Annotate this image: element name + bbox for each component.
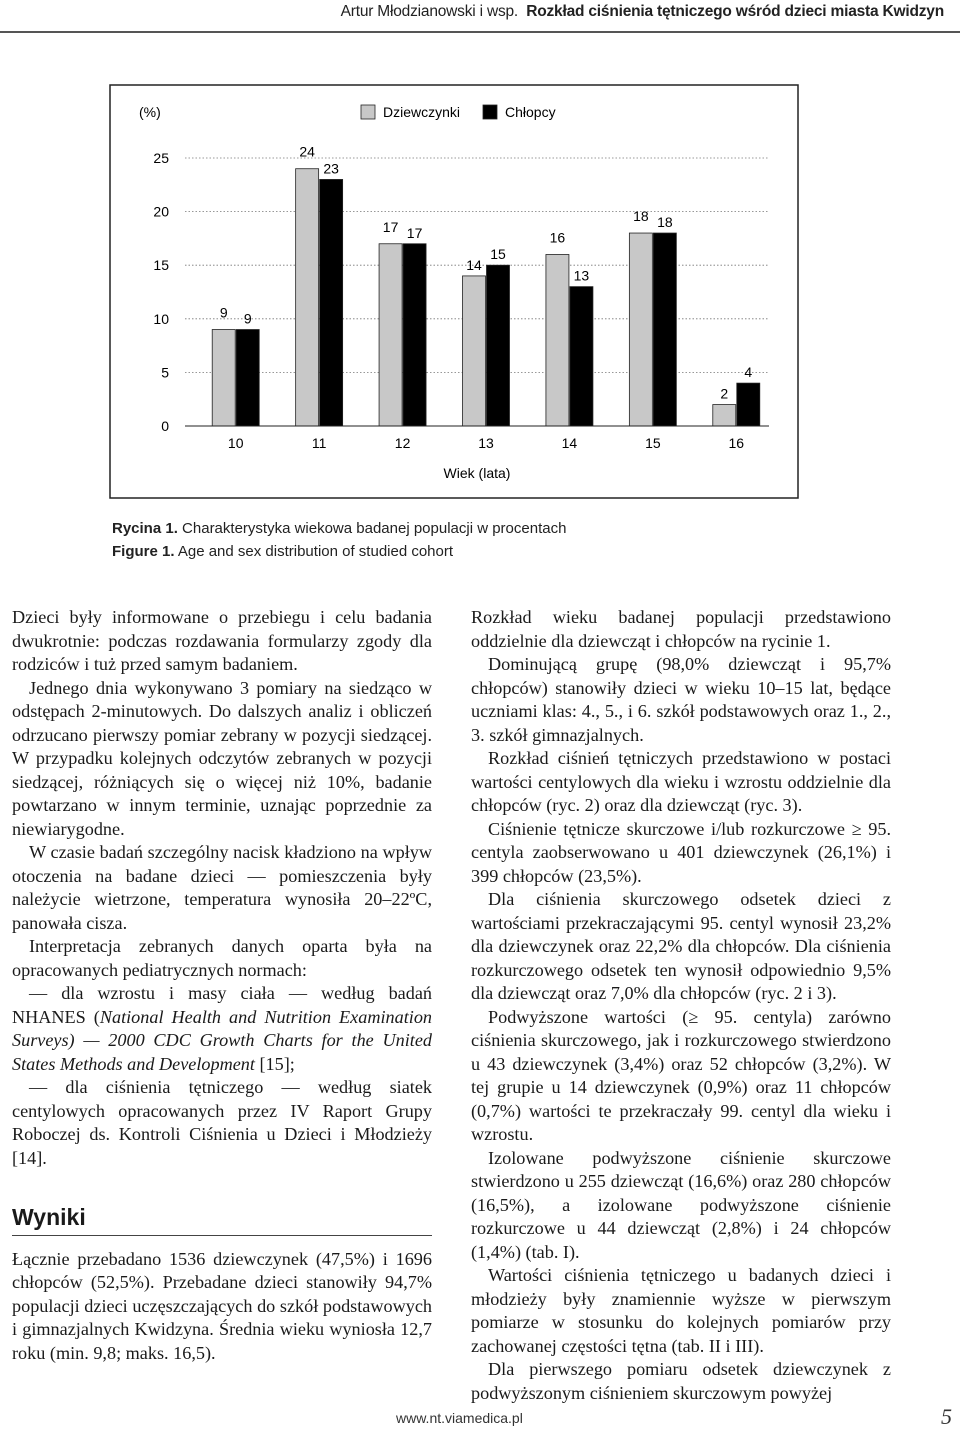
caption-en-label: Figure 1. — [112, 543, 175, 560]
paragraph: Podwyższone wartości (≥ 95. centyla) zarówno ciśnienia skurczowego, jak i rozkurczowego stwierdzono u 43 dziewczynek (3,4%) oraz 52 chłopców (3,2%). W tej grupie u 14 dziewczynek (0,9%) oraz 11 chłopców (0,7%) wartości te przekraczały 99. centyl dla wieku i wzrostu. — [471, 1006, 891, 1144]
bar-girls-15 — [629, 233, 652, 426]
growth-norms-intro: — dla wzrostu i masy ciała — według badań NHANES ( — [12, 983, 432, 1027]
data-label: 9 — [243, 310, 252, 327]
paragraph: Jednego dnia wykonywano 3 pomiary na siedząco w odstępach 2-minutowych. Do dalszych analiz i obliczeń odrzucano pierwszy pomiar zebrany w pozycji siedzącej. W przypadku kolejnych odczytów zebranych w pozycji siedzącej, różniących się o więcej niż 10%, badanie powtarzano w innym terminie, uznając poprzednie za niewiarygodne. — [12, 677, 432, 839]
bar-boys-15 — [653, 233, 676, 426]
bar-girls-10 — [212, 330, 235, 426]
data-label: 24 — [299, 143, 315, 160]
data-label: 18 — [633, 208, 649, 225]
data-label: 4 — [744, 364, 753, 381]
paragraph: Ciśnienie tętnicze skurczowe i/lub rozkurczowe ≥ 95. centyla zaobserwowano u 401 dziewczynek (26,1%) i 399 chłopców (23,5%). — [471, 818, 891, 886]
paragraph-growth-norms — [12, 982, 432, 1076]
left-column — [12, 606, 432, 1365]
paragraph: Łącznie przebadano 1536 dziewczynek (47,5%) i 1696 chłopców (52,5%). Przebadane dzieci stanowiły 94,7% populacji dzieci uczęszczających do szkół podstawowych i gimnazjalnych Kwidzyna. Średnia wieku wyniosła 12,7 roku (min. 9,8; maks. 16,5). — [12, 1248, 432, 1363]
data-label: 9 — [219, 304, 228, 321]
x-tick-label: 13 — [478, 435, 494, 451]
data-label: 17 — [406, 224, 423, 241]
figure-caption-pl — [112, 520, 566, 537]
y-tick-label: 10 — [153, 310, 169, 327]
age-distribution-chart — [109, 84, 800, 501]
bar-girls-16 — [713, 405, 736, 426]
legend — [361, 104, 556, 120]
bar-boys-11 — [320, 179, 343, 426]
right-column — [471, 606, 891, 1405]
bar-boys-14 — [570, 287, 593, 426]
paragraph: W czasie badań szczególny nacisk kładziono na wpływ otoczenia na badane dzieci — pomieszczenia były należycie wietrzone, temperatura wynosiła 20–22ºC, panowała cisza. — [12, 842, 432, 933]
x-tick-label: 11 — [311, 435, 327, 451]
caption-en-text: Age and sex distribution of studied cohort — [177, 543, 454, 560]
data-label: 15 — [490, 246, 506, 263]
chart-frame — [110, 85, 798, 498]
paragraph: Dla pierwszego pomiaru odsetek dziewczynek z podwyższonym ciśnieniem skurczowym powyżej — [471, 1359, 891, 1403]
data-label: 2 — [720, 385, 729, 402]
x-tick-label: 15 — [645, 435, 661, 451]
caption-pl-text: Charakterystyka wiekowa badanej populacji w procentach — [182, 520, 567, 537]
x-tick-label: 10 — [227, 435, 244, 451]
bar-girls-11 — [296, 169, 319, 426]
legend-swatch-chlopcy — [483, 105, 497, 119]
header-rule — [0, 31, 960, 33]
running-header — [341, 3, 944, 21]
y-tick-label: 20 — [153, 203, 169, 220]
paragraph: Wartości ciśnienia tętniczego u badanych dzieci i młodzieży były znamiennie wyższe w pierwszym pomiarze w stosunku do kolejnych pomiarów przy zachowanej częstości tętna (tab. II i III). — [471, 1265, 891, 1356]
figure-caption-en — [112, 543, 453, 560]
caption-pl-label: Rycina 1. — [112, 520, 178, 537]
paragraph: Rozkład wieku badanej populacji przedstawiono oddzielnie dla dziewcząt i chłopców na rycinie 1. — [471, 607, 891, 651]
growth-norms-source: National Health and Nutrition Examination Surveys) — 2000 CDC Growth Charts for the United States Methods and Development — [12, 1006, 432, 1074]
bar-girls-12 — [379, 244, 402, 426]
x-tick-label: 16 — [728, 435, 745, 451]
paragraph: Dla ciśnienia skurczowego odsetek dzieci z wartościami przekraczającymi 95. centyl wynosił 23,2% dla dziewczynek oraz 22,2% dla chłopców. Dla ciśnienia rozkurczowego odsetek ten wynosił odpowiednio 9,5% dla dziewcząt oraz 7,0% dla chłopców (ryc. 2 i 3). — [471, 889, 891, 1003]
data-label: 23 — [323, 160, 339, 177]
legend-label-chlopcy: Chłopcy — [505, 104, 556, 120]
header-authors: Artur Młodzianowski i wsp. — [340, 3, 519, 20]
bar-boys-16 — [737, 383, 760, 426]
paragraph: Dzieci były informowane o przebiegu i celu badania dwukrotnie: podczas rozdawania formularzy zgody dla rodziców i tuż przed samym badaniem. — [12, 607, 432, 674]
bar-girls-14 — [546, 254, 569, 426]
bar-boys-13 — [487, 265, 510, 426]
x-tick-label: 14 — [561, 435, 578, 451]
data-label: 17 — [382, 218, 399, 235]
y-tick-label: 5 — [161, 364, 169, 381]
x-tick-label: 12 — [394, 435, 411, 451]
paragraph: Izolowane podwyższone ciśnienie skurczowe stwierdzono u 255 dziewcząt (16,6%) oraz 280 chłopców (16,5%), a izolowane podwyższone ciśnienie rozkurczowe u 44 dziewcząt (2,8%) i 24 chłopców (1,4%) (tab. I). — [471, 1147, 891, 1262]
paragraph: Dominującą grupę (98,0% dziewcząt i 95,7% chłopców) stanowiły dzieci w wieku 10–15 lat, będące uczniami klas: 4., 5., i 6. szkół podstawowych oraz 1., 2., 3. szkół gimnazjalnych. — [471, 654, 891, 745]
page-number: 5 — [941, 1404, 952, 1429]
bar-boys-12 — [403, 244, 426, 426]
paragraph: Interpretacja zebranych danych oparta była na opracowanych pediatrycznych normach: — [12, 936, 432, 980]
y-axis-label: (%) — [139, 104, 161, 120]
data-label: 14 — [466, 256, 482, 273]
data-label: 18 — [657, 214, 673, 231]
bar-girls-13 — [463, 276, 486, 426]
legend-swatch-dziewczynki — [361, 105, 375, 119]
y-tick-label: 15 — [153, 257, 169, 274]
paragraph: — dla ciśnienia tętniczego — według siatek centylowych opracowanych przez IV Raport Grupy Roboczej ds. Kontroli Ciśnienia u Dzieci i Młodzieży [14]. — [12, 1077, 432, 1168]
y-tick-label: 25 — [153, 150, 169, 166]
growth-norms-ref: [15]; — [254, 1053, 295, 1074]
legend-label-dziewczynki: Dziewczynki — [383, 104, 461, 120]
paragraph: Rozkład ciśnień tętniczych przedstawiono w postaci wartości centylowych dla wieku i wzrostu oddzielnie dla chłopców (ryc. 2) oraz dla dziewcząt (ryc. 3). — [471, 748, 891, 815]
x-axis-title: Wiek (lata) — [443, 465, 511, 481]
header-title: Rozkład ciśnienia tętniczego wśród dzieci miasta Kwidzyn — [526, 3, 944, 20]
footer-url: www.nt.viamedica.pl — [396, 1410, 523, 1426]
bar-boys-10 — [236, 330, 259, 426]
section-heading-wyniki: Wyniki — [12, 1206, 432, 1236]
y-tick-label: 0 — [161, 418, 169, 434]
data-label: 13 — [573, 267, 590, 284]
data-label: 16 — [549, 229, 566, 246]
